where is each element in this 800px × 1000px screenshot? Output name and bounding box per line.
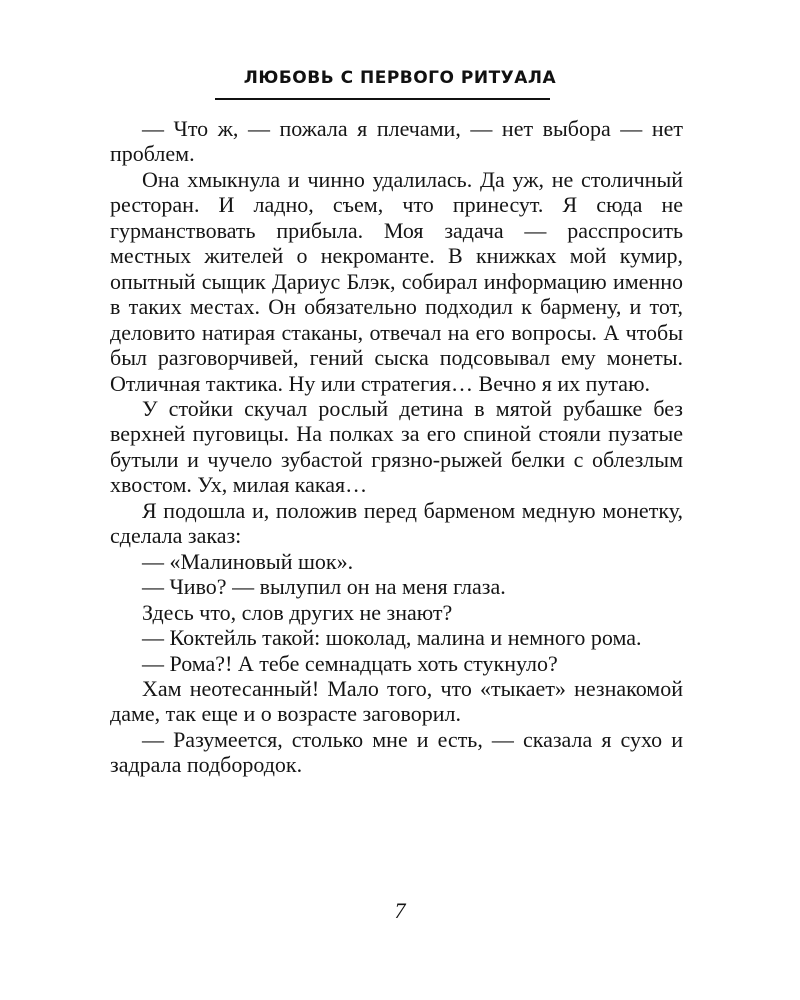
paragraph: У стойки скучал рослый детина в мятой рубашке без верхней пуговицы. На полках за его спиной стояли пузатые бутыли и чучело зубастой грязно-рыжей белки с облезлым хвостом. Ух, милая какая…	[110, 395, 683, 498]
page-number: 7	[394, 898, 406, 923]
paragraph: — Что ж, — пожала я плечами, — нет выбора — нет проблем.	[110, 116, 683, 167]
paragraph: Она хмыкнула и чинно удалилась. Да уж, не столичный ресторан. И ладно, съем, что принесут. Я сюда не гурманствовать прибыла. Моя задача — расспросить местных жителей о некроманте. В книжках мой кумир, опытный сыщик Дариус Блэк, собирал информацию именно в таких местах. Он обязательно подходил к бармену, и тот, деловито натирая стаканы, отвечал на его вопросы. А чтобы был разговорчивей, гений сыска подсовывал ему монеты. Отличная тактика. Ну или стратегия… Вечно я их путаю.	[110, 166, 683, 396]
paragraph: Здесь что, слов других не знают?	[142, 599, 453, 625]
paragraph: — Разумеется, столько мне и есть, — сказала я сухо и задрала подбородок.	[110, 726, 683, 778]
body-text	[110, 116, 683, 778]
paragraph: — Коктейль такой: шоколад, малина и немного рома.	[142, 625, 642, 651]
paragraph: — «Малиновый шок».	[142, 548, 354, 574]
paragraph: — Рома?! А тебе семнадцать хоть стукнуло?	[142, 650, 558, 676]
running-header: ЛЮБОВЬ С ПЕРВОГО РИТУАЛА	[243, 68, 557, 88]
header-rule	[215, 98, 550, 100]
paragraph: Я подошла и, положив перед барменом медную монетку, сделала заказ:	[110, 497, 683, 549]
paragraph: Хам неотесанный! Мало того, что «тыкает» незнакомой даме, так еще и о возрасте заговорил.	[110, 675, 683, 727]
paragraph: — Чиво? — вылупил он на меня глаза.	[142, 574, 506, 600]
